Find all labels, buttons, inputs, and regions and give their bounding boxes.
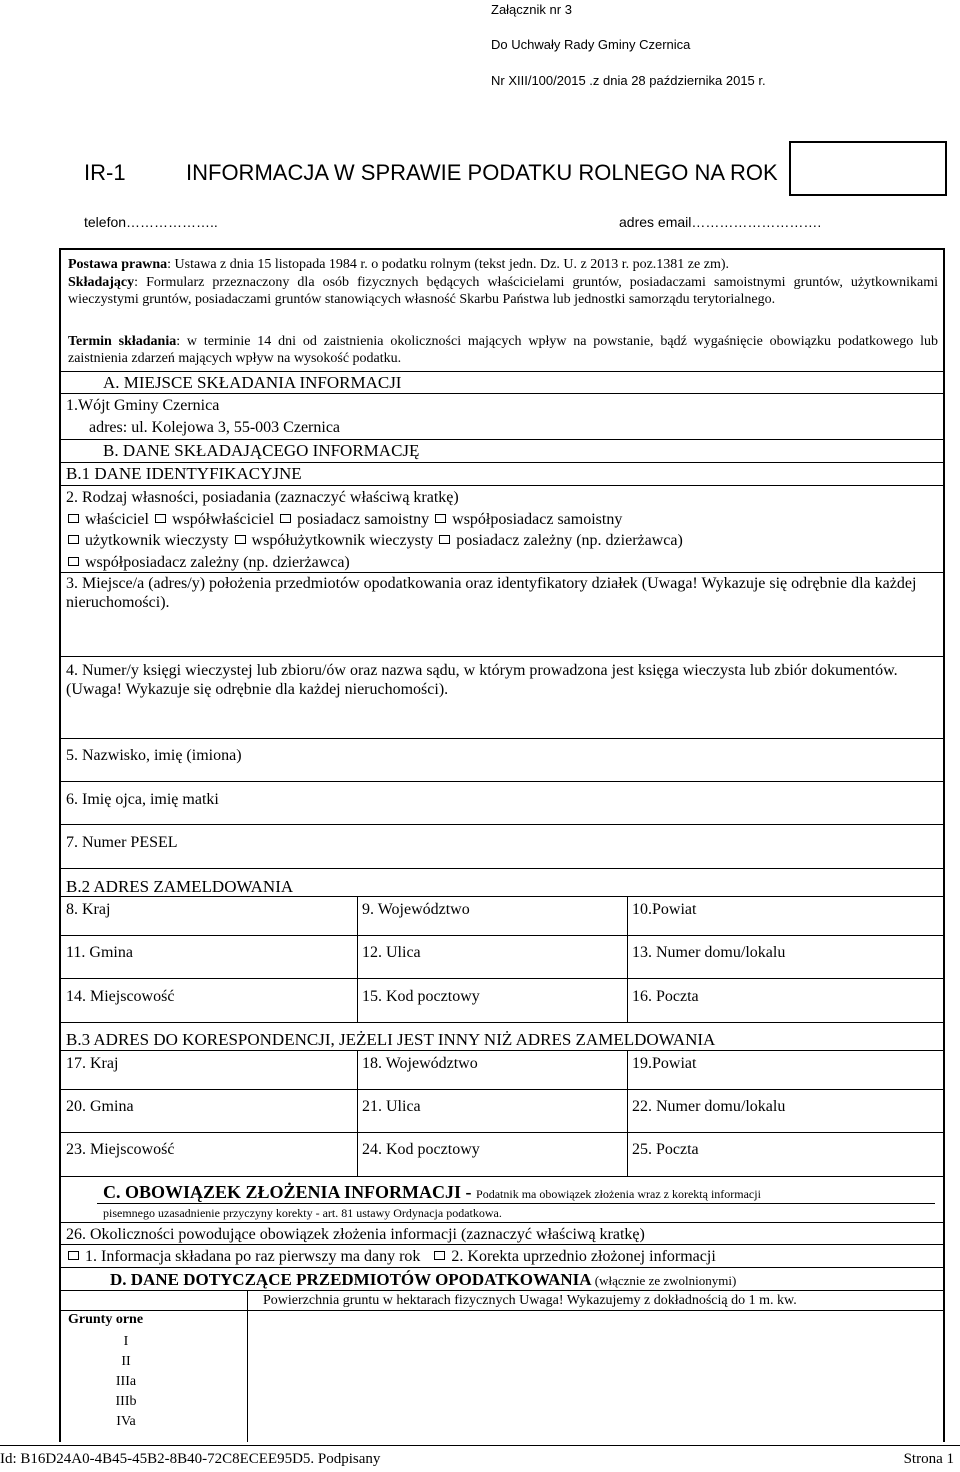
- b3-post-office: 25. Poczta: [632, 1141, 699, 1158]
- checkbox[interactable]: [434, 1251, 445, 1260]
- b2-street: 12. Ulica: [362, 944, 421, 961]
- ownership-options-row2: użytkownik wieczysty współużytkownik wieczysty posiadacz zależny (np. dzierżawca): [66, 531, 683, 550]
- checkbox[interactable]: [68, 557, 79, 566]
- property-location-question: 3. Miejsce/a (adres/y) położenia przedmiotów opodatkowania oraz identyfikatory działek (Uwaga! Wykazuje się odrębnie dla każdej nieruchomości).: [66, 575, 917, 611]
- arable-land-label: Grunty orne: [68, 1312, 144, 1327]
- section-a-title: A. MIEJSCE SKŁADANIA INFORMACJI: [103, 373, 402, 392]
- land-class: II: [121, 1354, 131, 1369]
- resolution-label: Do Uchwały Rady Gminy Czernica: [491, 37, 691, 52]
- b3-commune: 20. Gmina: [66, 1098, 134, 1115]
- legal-basis: Postawa prawna: Ustawa z dnia 15 listopada 1984 r. o podatku rolnym (tekst jedn. Dz. U. z 2013 r. poz.1381 ze zm).: [68, 257, 729, 272]
- deadline-description: Termin składania: w terminie 14 dni od zaistnienia okoliczności mających wpływ na powstanie, bądź wygaśnięcie obowiązku podatkowego lub zaistnienia zdarzeń mających wpływ na wysokość podatku.: [68, 334, 938, 366]
- b3-postal-code: 24. Kod pocztowy: [362, 1141, 480, 1158]
- resolution-number: Nr XIII/100/2015 .z dnia 28 października 2015 r.: [491, 73, 766, 88]
- checkbox[interactable]: [68, 1251, 79, 1260]
- land-class: IIIa: [115, 1374, 137, 1389]
- b3-province: 18. Województwo: [362, 1055, 478, 1072]
- b2-commune: 11. Gmina: [66, 944, 133, 961]
- land-class: IVa: [116, 1414, 136, 1429]
- submission-type-options: 1. Informacja składana po raz pierwszy ma dany rok 2. Korekta uprzednio złożonej informacji: [66, 1247, 716, 1266]
- phone-field: telefon………………..: [84, 214, 218, 230]
- section-c-note: pisemnego uzasadnienie przyczyny korekty - art. 81 ustawy Ordynacja podatkowa.: [103, 1206, 502, 1220]
- b2-house-number: 13. Numer domu/lokalu: [632, 944, 786, 961]
- b3-title: B.3 ADRES DO KORESPONDENCJI, JEŻELI JEST INNY NIŻ ADRES ZAMELDOWANIA: [66, 1030, 716, 1049]
- checkbox[interactable]: [280, 514, 291, 523]
- checkbox[interactable]: [155, 514, 166, 523]
- land-class: I: [123, 1334, 129, 1349]
- pesel-field: 7. Numer PESEL: [66, 834, 178, 851]
- name-field: 5. Nazwisko, imię (imiona): [66, 747, 242, 764]
- ownership-options-row3: współposiadacz zależny (np. dzierżawca): [66, 553, 350, 572]
- b2-post-office: 16. Poczta: [632, 988, 699, 1005]
- checkbox[interactable]: [68, 535, 79, 544]
- section-c-title: C. OBOWIĄZEK ZŁOŻENIA INFORMACJI - Podatnik ma obowiązek złożenia wraz z korektą informacji: [103, 1182, 761, 1202]
- b3-country: 17. Kraj: [66, 1055, 119, 1072]
- land-class: IIIb: [115, 1394, 137, 1409]
- b2-title: B.2 ADRES ZAMELDOWANIA: [66, 877, 294, 896]
- b2-province: 9. Województwo: [362, 901, 470, 918]
- ownership-question: 2. Rodzaj własności, posiadania (zaznaczyć właściwą kratkę): [66, 489, 459, 506]
- b2-district: 10.Powiat: [632, 901, 697, 918]
- b3-house-number: 22. Numer domu/lokalu: [632, 1098, 786, 1115]
- checkbox[interactable]: [435, 514, 446, 523]
- checkbox[interactable]: [439, 535, 450, 544]
- submission-place: 1.Wójt Gminy Czernica: [66, 397, 220, 414]
- parents-names-field: 6. Imię ojca, imię matki: [66, 791, 219, 808]
- attachment-label: Załącznik nr 3: [491, 2, 572, 17]
- circumstances-question: 26. Okoliczności powodujące obowiązek złożenia informacji (zaznaczyć właściwą kratkę): [66, 1226, 645, 1243]
- checkbox[interactable]: [235, 535, 246, 544]
- year-input-box[interactable]: [789, 141, 947, 196]
- b2-postal-code: 15. Kod pocztowy: [362, 988, 480, 1005]
- form-title: INFORMACJA W SPRAWIE PODATKU ROLNEGO NA ROK: [186, 160, 778, 185]
- page-number: Strona 1: [903, 1451, 954, 1467]
- b3-district: 19.Powiat: [632, 1055, 697, 1072]
- land-register-question: 4. Numer/y księgi wieczystej lub zbioru/ów oraz nazwa sądu, w którym prowadzona jest księga wieczysta lub zbiór dokumentów. (Uwaga! Wykazuje się odrębnie dla każdej nieruchomości).: [66, 662, 898, 698]
- b2-country: 8. Kraj: [66, 901, 111, 918]
- area-header: Powierzchnia gruntu w hektarach fizycznych Uwaga! Wykazujemy z dokładnością do 1 m. kw.: [263, 1293, 797, 1308]
- b3-city: 23. Miejscowość: [66, 1141, 175, 1158]
- checkbox[interactable]: [68, 514, 79, 523]
- land-classes: [61, 1332, 191, 1432]
- document-id: Id: B16D24A0-4B45-45B2-8B40-72C8ECEE95D5. Podpisany: [0, 1451, 381, 1467]
- section-d-title: D. DANE DOTYCZĄCE PRZEDMIOTÓW OPODATKOWANIA (włącznie ze zwolnionymi): [110, 1270, 737, 1289]
- form-code: IR-1: [84, 160, 126, 185]
- ownership-options-row1: właściciel współwłaściciel posiadacz samoistny współposiadacz samoistny: [66, 510, 622, 529]
- submission-address: adres: ul. Kolejowa 3, 55-003 Czernica: [89, 419, 341, 436]
- section-b-title: B. DANE SKŁADAJĄCEGO INFORMACJĘ: [103, 441, 420, 460]
- b1-title: B.1 DANE IDENTYFIKACYJNE: [66, 464, 302, 483]
- b2-city: 14. Miejscowość: [66, 988, 175, 1005]
- email-field: adres email……………………….: [619, 214, 822, 230]
- b3-street: 21. Ulica: [362, 1098, 421, 1115]
- filer-description: Składający: Formularz przeznaczony dla osób fizycznych będących właścicielami gruntów, posiadaczami samoistnymi gruntów, użytkownikami wieczystymi gruntów, posiadaczami gruntów stanowiących własność Skarbu Państwa lub jednostki samorządu terytorialnego.: [68, 275, 938, 307]
